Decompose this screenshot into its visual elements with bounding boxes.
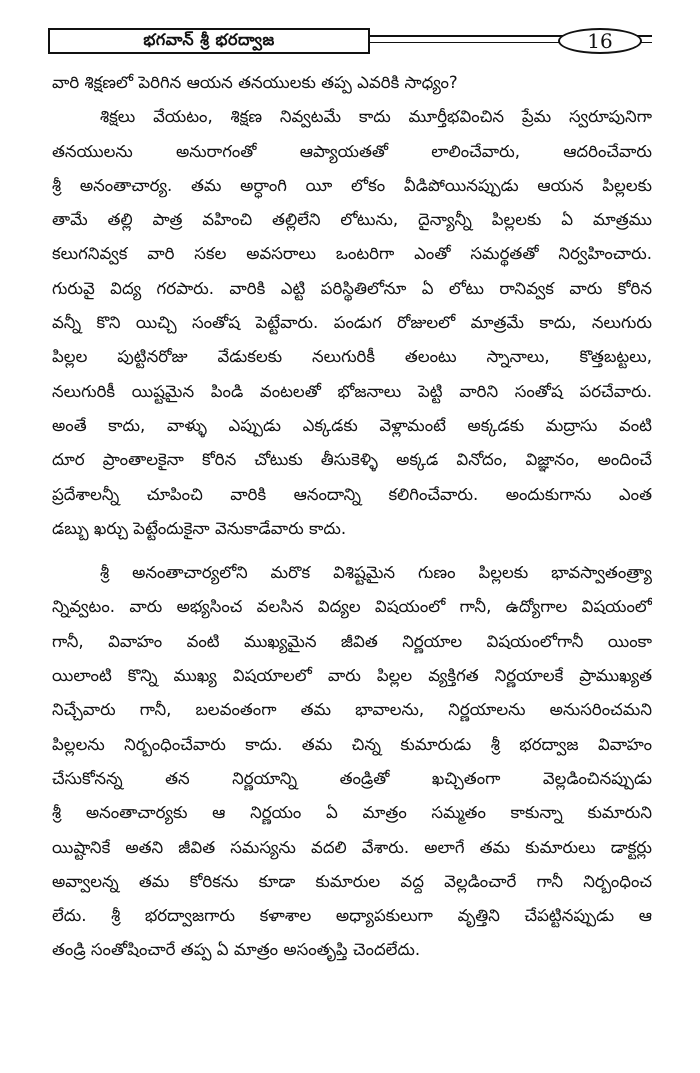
text-line: తామే తల్లి పాత్ర వహించి తల్లిలేని లోటును, దైన్యాన్నీ పిల్లలకు ఏ మాత్రము [52, 210, 652, 230]
text-line: గురువై విద్య గరపారు. వారికి ఎట్టి పరిస్థితిలోనూ ఏ లోటు రానివ్వక వారు కోరిన [52, 278, 652, 298]
text-line: న్నివ్వటం. వారు అభ్యసించ వలసిన విద్యల విషయంలో గానీ, ఉద్యోగాల విషయంలో [52, 597, 652, 617]
paragraph-2 [52, 100, 652, 546]
text-line: అవ్వాలన్న తమ కోరికను కూడా కుమారుల వద్ద వెల్లడించారే గానీ నిర్బంధించ [52, 871, 652, 891]
text-line: వన్నీ కొని యిచ్చి సంతోష పెట్టేవారు. పండుగ రోజులలో మాత్రమే కాదు, నలుగురు [52, 313, 652, 333]
text-line: శ్రీ అనంతాచార్యలోని మరొక విశిష్టమైన గుణం పిల్లలకు భావస్వాతంత్ర్యా [100, 563, 652, 583]
text-line: ప్రదేశాలన్నీ చూపించి వారికి ఆనందాన్ని కలిగించేవారు. అందుకుగాను ఎంత [52, 484, 652, 504]
text-line: గానీ, వివాహం వంటి ముఖ్యమైన జీవిత నిర్ణయాల విషయంలోగానీ యింకా [52, 631, 652, 651]
text-line: దూర ప్రాంతాలకైనా కోరిన చోటుకు తీసుకెళ్ళి అక్కడ వినోదం, విజ్ఞానం, అందించే [52, 450, 652, 470]
paragraph-1 [52, 66, 652, 100]
text-line: కలుగనివ్వక వారి సకల అవసరాలు ఒంటరిగా ఎంతో సమర్థతతో నిర్వహించారు. [52, 244, 652, 264]
body-text [52, 66, 652, 968]
text-line: యిలాంటి కొన్ని ముఖ్య విషయాలలో వారు పిల్లల వ్యక్తిగత నిర్ణయాలకే ప్రాముఖ్యత [52, 666, 652, 686]
paragraph-spacer [52, 546, 652, 556]
text-line: తండ్రి సంతోషించారే తప్ప ఏ మాత్రం అసంతృప్తి చెందలేదు. [52, 940, 421, 960]
text-line: లేదు. శ్రీ భరద్వాజగారు కళాశాల అధ్యాపకులుగా వృత్తిని చేపట్టినప్పుడు ఆ [52, 906, 652, 926]
text-line: యిష్టానికే అతని జీవిత సమస్యను వదలి వేశారు. అలాగే తమ కుమారులు డాక్టర్లు [52, 837, 652, 857]
running-header [48, 28, 652, 56]
text-line: పిల్లల పుట్టినరోజు వేడుకలకు నలుగురికీ తలంటు స్నానాలు, కొత్తబట్టలు, [52, 347, 652, 367]
text-line: అంతే కాదు, వాళ్ళు ఎప్పుడు ఎక్కడకు వెళ్లామంటే అక్కడకు మద్రాసు వంటి [52, 415, 652, 435]
text-line: శిక్షలు వేయటం, శిక్షణ నివ్వటమే కాదు మూర్తీభవించిన ప్రేమ స్వరూపునిగా [100, 107, 652, 127]
paragraph-3 [52, 556, 652, 968]
text-line: డబ్బు ఖర్చు పెట్టేందుకైనా వెనుకాడేవారు కాదు. [52, 518, 347, 538]
text-line: చేసుకోనన్న తన నిర్ణయాన్ని తండ్రితో ఖచ్చితంగా వెల్లడించినప్పుడు [52, 768, 652, 788]
book-title: భగవాన్ శ్రీ భరద్వాజ [48, 28, 370, 54]
text-line: తనయులను అనురాగంతో ఆప్యాయతతో లాలించేవారు, ఆదరించేవారు [52, 141, 652, 161]
page-number: 16 [558, 28, 642, 54]
text-line: నలుగురికీ యిష్టమైన పిండి వంటలతో భోజనాలు పెట్టి వారిని సంతోష పరచేవారు. [52, 381, 652, 401]
text-line: వారి శిక్షణలో పెరిగిన ఆయన తనయులకు తప్ప ఎవరికి సాధ్యం? [52, 73, 458, 92]
text-line: పిల్లలను నిర్బంధించేవారు కాదు. తమ చిన్న కుమారుడు శ్రీ భరద్వాజ వివాహం [52, 734, 652, 754]
text-line: శ్రీ అనంతాచార్యకు ఆ నిర్ణయం ఏ మాత్రం సమ్మతం కాకున్నా కుమారుని [52, 803, 652, 823]
text-line: శ్రీ అనంతాచార్య. తమ అర్ధాంగి యీ లోకం వీడిపోయినప్పుడు ఆయన పిల్లలకు [52, 175, 652, 195]
text-line: నిచ్చేవారు గానీ, బలవంతంగా తమ భావాలను, నిర్ణయాలను అనుసరించమని [52, 700, 652, 720]
